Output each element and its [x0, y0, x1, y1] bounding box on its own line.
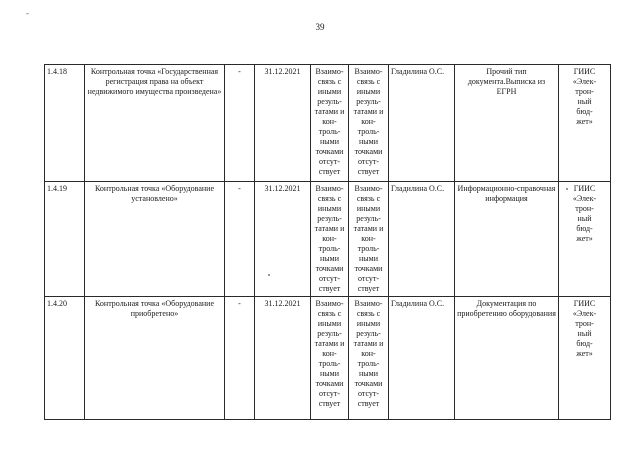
relation-b-cell-line: кон- — [361, 117, 376, 126]
information-system-cell-line: бюд- — [576, 339, 593, 348]
control-point-name-cell: Контрольная точка «Государственная регистрация права на объект недвижимого имущества произведена» — [85, 65, 225, 182]
relation-a-cell-line: резуль- — [317, 97, 342, 106]
relation-b-cell-line: ствует — [357, 399, 380, 408]
relation-b-cell-line: троль- — [357, 244, 380, 253]
relation-a-cell-line: троль- — [318, 127, 341, 136]
information-system-cell-line: бюд- — [576, 107, 593, 116]
relation-a-cell — [311, 65, 349, 182]
relation-b-cell-line: отсут- — [357, 389, 380, 398]
relation-b-cell-line: кон- — [361, 349, 376, 358]
relation-a-cell-line: ными — [320, 254, 339, 263]
relation-b-cell-line: ными — [359, 369, 378, 378]
information-system-cell-line: ный — [577, 329, 592, 338]
control-point-name-cell: Контрольная точка «Оборудование установлено» — [85, 182, 225, 297]
relation-a-cell-line: татами и — [314, 224, 345, 233]
page-number: 39 — [315, 22, 325, 32]
relation-b-cell-line: Взаимо- — [354, 67, 383, 76]
table-row — [45, 182, 611, 297]
relation-a-cell-line: отсут- — [318, 274, 341, 283]
relation-a-cell-line: точками — [315, 379, 344, 388]
information-system-cell-line: ГИИС — [573, 184, 596, 193]
table-row — [45, 297, 611, 420]
relation-a-cell-line: Взаимо- — [315, 184, 344, 193]
relation-b-cell-line: иными — [356, 204, 381, 213]
document-cell: Прочий тип документа.Выписка из ЕГРН — [455, 65, 559, 182]
relation-a-cell-line: ствует — [318, 167, 341, 176]
information-system-cell-line: «Элек- — [572, 77, 597, 86]
table-row — [45, 65, 611, 182]
relation-b-cell-line: ными — [359, 137, 378, 146]
deadline-date-cell: 31.12.2021 — [255, 182, 311, 297]
relation-a-cell — [311, 297, 349, 420]
table-body — [45, 65, 611, 420]
control-point-name-cell: Контрольная точка «Оборудование приобретено» — [85, 297, 225, 420]
information-system-cell-line: ный — [577, 97, 592, 106]
relation-a-cell-line: иными — [317, 204, 342, 213]
relation-b-cell-line: ствует — [357, 284, 380, 293]
relation-a-cell-line: связь с — [317, 309, 342, 318]
relation-a-cell-line: отсут- — [318, 389, 341, 398]
relation-b-cell-line: точками — [354, 264, 383, 273]
row-number-cell: 1.4.19 — [45, 182, 85, 297]
relation-b-cell-line: связь с — [356, 194, 381, 203]
responsible-cell: Гладилина О.С. — [389, 65, 455, 182]
relation-b-cell — [349, 182, 389, 297]
relation-a-cell-line: Взаимо- — [315, 67, 344, 76]
relation-b-cell-line: Взаимо- — [354, 184, 383, 193]
information-system-cell — [559, 182, 611, 297]
relation-b-cell-line: татами и — [353, 339, 384, 348]
relation-a-cell-line: троль- — [318, 359, 341, 368]
document-cell: Информационно-справочная информация — [455, 182, 559, 297]
relation-a-cell-line: резуль- — [317, 214, 342, 223]
relation-b-cell-line: резуль- — [356, 214, 381, 223]
relation-a-cell-line: ствует — [318, 399, 341, 408]
relation-a-cell-line: татами и — [314, 107, 345, 116]
relation-a-cell-line: иными — [317, 87, 342, 96]
relation-b-cell-line: троль- — [357, 359, 380, 368]
dash-cell: - — [225, 65, 255, 182]
relation-b-cell-line: связь с — [356, 77, 381, 86]
relation-a-cell-line: иными — [317, 319, 342, 328]
relation-a-cell-line: точками — [315, 147, 344, 156]
relation-a-cell-line: кон- — [322, 117, 337, 126]
relation-b-cell-line: кон- — [361, 234, 376, 243]
document-cell: Документация по приобретению оборудования — [455, 297, 559, 420]
information-system-cell-line: трон- — [575, 87, 594, 96]
information-system-cell-line: трон- — [575, 319, 594, 328]
information-system-cell-line: жет» — [576, 117, 593, 126]
relation-b-cell-line: отсут- — [357, 274, 380, 283]
dash-cell: - — [225, 297, 255, 420]
information-system-cell-line: «Элек- — [572, 194, 597, 203]
relation-a-cell-line: точками — [315, 264, 344, 273]
relation-b-cell-line: иными — [356, 319, 381, 328]
relation-a-cell-line: связь с — [317, 77, 342, 86]
relation-b-cell-line: иными — [356, 87, 381, 96]
relation-b-cell-line: резуль- — [356, 329, 381, 338]
relation-b-cell — [349, 297, 389, 420]
relation-b-cell-line: точками — [354, 147, 383, 156]
information-system-cell-line: трон- — [575, 204, 594, 213]
relation-a-cell — [311, 182, 349, 297]
dash-cell: - — [225, 182, 255, 297]
information-system-cell-line: «Элек- — [572, 309, 597, 318]
deadline-date-cell: 31.12.2021 — [255, 65, 311, 182]
row-number-cell: 1.4.20 — [45, 297, 85, 420]
information-system-cell — [559, 65, 611, 182]
row-number-cell: 1.4.18 — [45, 65, 85, 182]
information-system-cell-line: жет» — [576, 349, 593, 358]
scan-speck — [566, 188, 568, 190]
information-system-cell-line: жет» — [576, 234, 593, 243]
responsible-cell: Гладилина О.С. — [389, 182, 455, 297]
information-system-cell-line: бюд- — [576, 224, 593, 233]
information-system-cell — [559, 297, 611, 420]
information-system-cell-line: ный — [577, 214, 592, 223]
relation-b-cell — [349, 65, 389, 182]
relation-b-cell-line: татами и — [353, 107, 384, 116]
responsible-cell: Гладилина О.С. — [389, 297, 455, 420]
relation-b-cell-line: ствует — [357, 167, 380, 176]
relation-b-cell-line: связь с — [356, 309, 381, 318]
information-system-cell-line: ГИИС — [573, 67, 596, 76]
relation-b-cell-line: Взаимо- — [354, 299, 383, 308]
relation-a-cell-line: Взаимо- — [315, 299, 344, 308]
relation-a-cell-line: ными — [320, 369, 339, 378]
corner-mark: - — [26, 8, 29, 18]
relation-a-cell-line: связь с — [317, 194, 342, 203]
information-system-cell-line: ГИИС — [573, 299, 596, 308]
control-points-table — [44, 64, 611, 420]
relation-a-cell-line: татами и — [314, 339, 345, 348]
relation-a-cell-line: ствует — [318, 284, 341, 293]
deadline-date-cell: 31.12.2021 — [255, 297, 311, 420]
relation-a-cell-line: кон- — [322, 234, 337, 243]
relation-b-cell-line: троль- — [357, 127, 380, 136]
relation-a-cell-line: кон- — [322, 349, 337, 358]
relation-a-cell-line: резуль- — [317, 329, 342, 338]
relation-b-cell-line: татами и — [353, 224, 384, 233]
relation-b-cell-line: точками — [354, 379, 383, 388]
relation-a-cell-line: отсут- — [318, 157, 341, 166]
relation-b-cell-line: резуль- — [356, 97, 381, 106]
relation-b-cell-line: ными — [359, 254, 378, 263]
relation-a-cell-line: троль- — [318, 244, 341, 253]
relation-a-cell-line: ными — [320, 137, 339, 146]
scan-speck — [268, 274, 270, 276]
relation-b-cell-line: отсут- — [357, 157, 380, 166]
